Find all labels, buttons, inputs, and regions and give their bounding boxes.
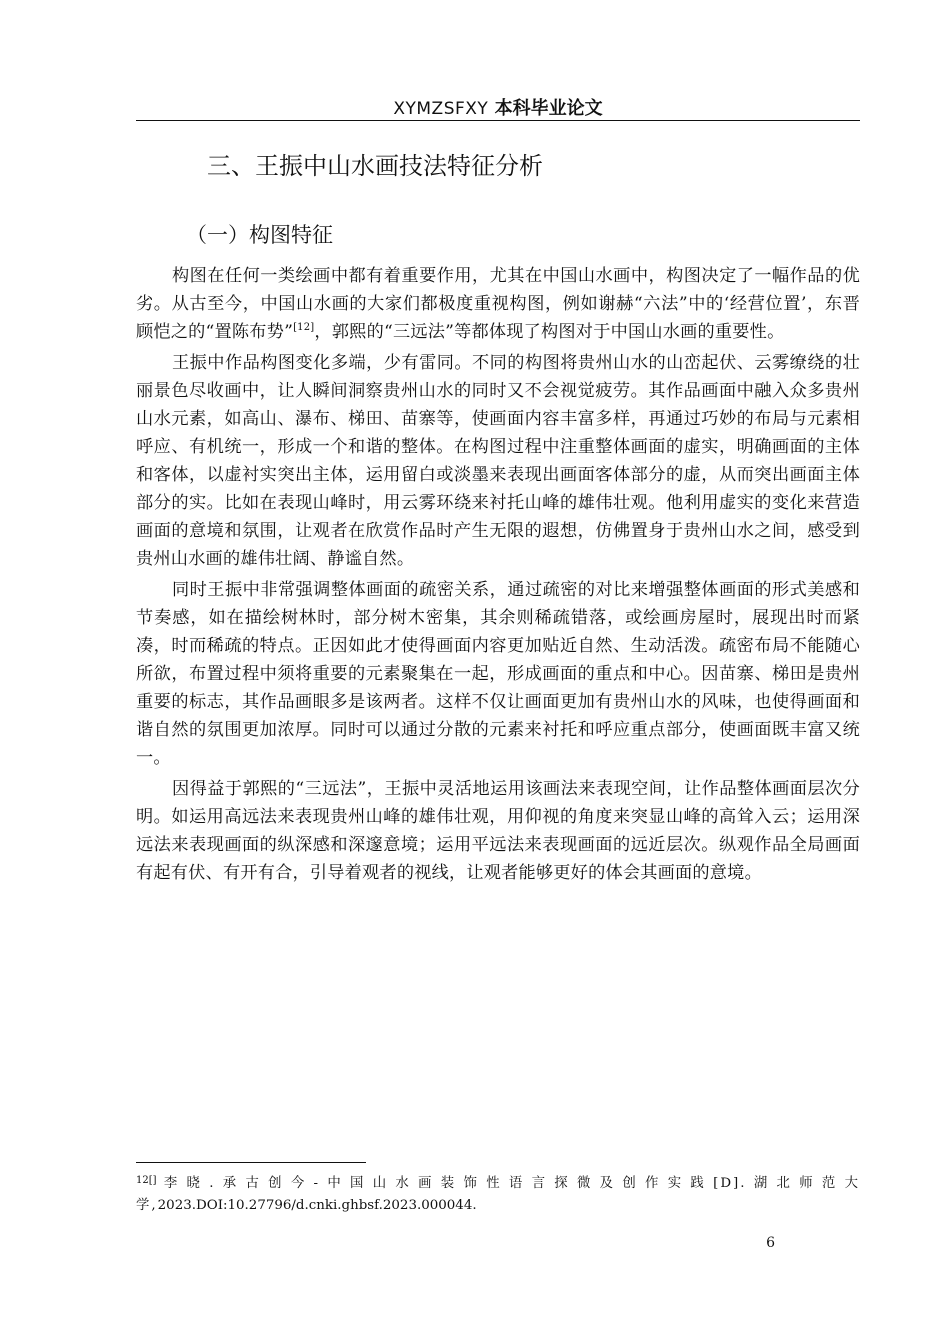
paragraph-4: 因得益于郭熙的“三远法”，王振中灵活地运用该画法来表现空间，让作品整体画面层次分明。如运用高远法来表现贵州山峰的雄伟壮观，用仰视的角度来突显山峰的高耸入云；运用深远法来表现画面的纵深感和深邃意境；运用平远法来表现画面的远近层次。纵观作品全局画面有起有伏、有开有合，引导着观者的视线，让观者能够更好的体会其画面的意境。 — [136, 779, 860, 883]
section-title: （一）构图特征 — [186, 223, 333, 247]
chapter-title: 三、王振中山水画技法特征分析 — [207, 152, 543, 180]
footnote-mark: 12[] — [136, 1175, 157, 1186]
paragraph-1 — [136, 262, 860, 346]
footnote-text: 李晓.承古创今-中国山水画装饰性语言探微及创作实践[D].湖北师范大学, — [136, 1176, 860, 1213]
citation-ref-12[interactable]: [12] — [293, 322, 315, 333]
paragraph-2: 王振中作品构图变化多端，少有雷同。不同的构图将贵州山水的山峦起伏、云雾缭绕的壮丽景色尽收画中，让人瞬间洞察贵州山水的同时又不会视觉疲劳。其作品画面中融入众多贵州山水元素，如高山、瀑布、梯田、苗寨等，使画面内容丰富多样，再通过巧妙的布局与元素相呼应、有机统一，形成一个和谐的整体。在构图过程中注重整体画面的虚实，明确画面的主体和客体，以虚衬实突出主体，运用留白或淡墨来表现出画面客体部分的虚，从而突出画面主体部分的实。比如在表现山峰时，用云雾环绕来衬托山峰的雄伟壮观。他利用虚实的变化来营造画面的意境和氛围，让观者在欣赏作品时产生无限的遐想，仿佛置身于贵州山水之间，感受到贵州山水画的雄伟壮阔、静谧自然。 — [136, 353, 860, 569]
footnote-doi: 2023.DOI:10.27796/d.cnki.ghbsf.2023.000044. — [157, 1198, 477, 1213]
body-text — [136, 262, 860, 890]
header-school-code: XYMZSFXY — [393, 99, 489, 119]
page-header — [136, 94, 860, 121]
paragraph-1-part-a: 构图在任何一类绘画中都有着重要作用，尤其在中国山水画中，构图决定了一幅作品的优劣。从古至今，中国山水画的大家们都极度重视构图，例如谢赫“六法”中的‘经营位置’，东晋顾恺之的“置陈布势” — [136, 266, 860, 342]
page-number: 6 — [766, 1235, 775, 1251]
paragraph-1-part-b: ，郭熙的“三远法”等都体现了构图对于中国山水画的重要性。 — [314, 322, 785, 342]
footnote-divider — [136, 1162, 366, 1163]
footnote — [136, 1170, 860, 1217]
header-thesis-label: 本科毕业论文 — [494, 98, 603, 119]
paragraph-3: 同时王振中非常强调整体画面的疏密关系，通过疏密的对比来增强整体画面的形式美感和节奏感，如在描绘树林时，部分树木密集，其余则稀疏错落，或绘画房屋时，展现出时而紧凑，时而稀疏的特点。正因如此才使得画面内容更加贴近自然、生动活泼。疏密布局不能随心所欲，布置过程中须将重要的元素聚集在一起，形成画面的重点和中心。因苗寨、梯田是贵州重要的标志，其作品画眼多是该两者。这样不仅让画面更加有贵州山水的风味，也使得画面和谐自然的氛围更加浓厚。同时可以通过分散的元素来衬托和呼应重点部分，使画面既丰富又统一。 — [136, 580, 860, 768]
